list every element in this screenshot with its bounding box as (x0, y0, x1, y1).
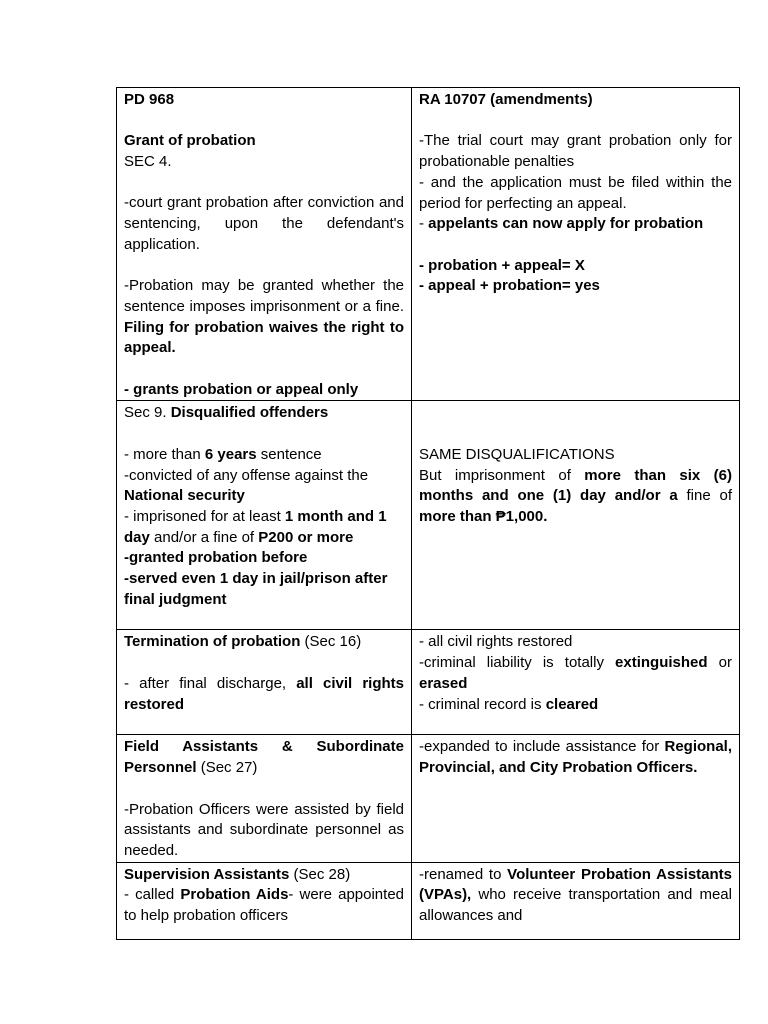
cell-paragraph (419, 865, 732, 927)
cell-paragraph (124, 885, 404, 926)
cell-paragraph (419, 214, 732, 235)
bold-text-run: National security (124, 487, 245, 505)
bold-text-run: appelants can now apply for probation (428, 215, 704, 233)
paragraph-spacer (419, 424, 732, 445)
text-run: - (419, 215, 429, 233)
paragraph-spacer (124, 111, 404, 132)
bold-text-run: more than ₱1,000. (419, 507, 548, 525)
table-row-disqualified-offenders (117, 401, 740, 630)
text-run: -convicted of any offense against the (124, 466, 369, 484)
cell-ra10707-grant (412, 88, 740, 401)
cell-paragraph (419, 131, 732, 172)
cell-pd968-grant (117, 88, 412, 401)
table-row-grant-of-probation (117, 88, 740, 401)
table-row-field-assistants (117, 735, 740, 862)
text-run: SAME DISQUALIFICATIONS (419, 445, 615, 463)
bold-text-run: Supervision Assistants (124, 865, 290, 883)
text-run: - and the application must be filed within the period for perfecting an appeal. (419, 173, 732, 212)
cell-pd968-disqualified (117, 401, 412, 630)
text-run: But imprisonment of (419, 466, 585, 484)
cell-ra10707-supervision (412, 862, 740, 939)
text-run: SEC 4. (124, 153, 172, 171)
bold-text-run: 6 years (204, 445, 257, 463)
text-run: (Sec 16) (300, 633, 362, 651)
bold-text-run: Disqualified offenders (170, 404, 329, 422)
text-run: - after final discharge, (124, 674, 297, 692)
bold-text-run: Field Assistants & Subordinate Personnel (124, 738, 404, 777)
text-run: - more than (124, 445, 205, 463)
cell-paragraph (124, 865, 404, 886)
comparison-table-body (117, 88, 740, 940)
paragraph-spacer (419, 111, 732, 132)
cell-paragraph (124, 548, 404, 569)
text-run: (Sec 27) (196, 759, 258, 777)
text-run: -The trial court may grant probation only for probationable penalties (419, 132, 732, 171)
paragraph-spacer (419, 403, 732, 424)
paragraph-spacer (124, 256, 404, 277)
text-run: and/or a fine of (149, 528, 259, 546)
bold-text-run: 1 month and 1 day (124, 507, 387, 546)
cell-paragraph (124, 800, 404, 862)
cell-paragraph (419, 256, 732, 277)
bold-text-run: - probation + appeal= X (419, 256, 585, 274)
bold-text-run: P200 or more (258, 528, 354, 546)
bold-text-run: PD 968 (124, 91, 175, 108)
text-run: -court grant probation after conviction and sentencing, upon the defendant's application. (124, 194, 404, 253)
paragraph-spacer (124, 653, 404, 674)
cell-ra10707-field-assistants (412, 735, 740, 862)
text-run: - called (124, 886, 181, 904)
text-run: (Sec 28) (289, 865, 351, 883)
cell-paragraph (419, 90, 732, 111)
table-row-termination (117, 630, 740, 735)
cell-paragraph (419, 632, 732, 653)
cell-paragraph (124, 632, 404, 653)
cell-paragraph (124, 507, 404, 548)
text-run: -criminal liability is totally (419, 654, 616, 672)
text-run: -Probation may be granted whether the sentence imposes imprisonment or a fine. (124, 277, 404, 315)
text-run: sentence (256, 445, 322, 463)
bold-text-run: Volunteer Probation Assistants (VPAs), (419, 865, 732, 904)
bold-text-run: extinguished (615, 654, 708, 672)
bold-text-run: - grants probation or appeal only (124, 380, 359, 398)
text-run: Sec 9. (124, 404, 171, 422)
bold-text-run: cleared (545, 695, 599, 713)
bold-text-run: -granted probation before (124, 549, 308, 567)
cell-paragraph (124, 466, 404, 507)
cell-paragraph (124, 569, 404, 610)
paragraph-spacer (124, 359, 404, 380)
text-run: - were appointed to help probation officers (124, 886, 404, 925)
cell-pd968-field-assistants (117, 735, 412, 862)
text-run: -renamed to (419, 865, 508, 883)
cell-paragraph (124, 152, 404, 173)
cell-paragraph (124, 276, 404, 359)
bold-text-run: Grant of probation (124, 132, 256, 150)
cell-paragraph (419, 653, 732, 694)
cell-paragraph (419, 737, 732, 778)
cell-pd968-termination (117, 630, 412, 735)
bold-text-run: Regional, Provincial, and City Probation Officers. (419, 738, 732, 777)
bold-text-run: -served even 1 day in jail/prison after final judgment (124, 570, 388, 608)
comparison-table (116, 87, 740, 940)
cell-pd968-supervision (117, 862, 412, 939)
bold-text-run: all civil rights restored (124, 674, 404, 713)
bold-text-run: - appeal + probation= yes (419, 277, 600, 295)
cell-ra10707-disqualified (412, 401, 740, 630)
cell-paragraph (124, 403, 404, 424)
bold-text-run: Filing for probation waives the right to appeal. (124, 318, 404, 357)
text-run: -Probation Officers were assisted by field assistants and subordinate personnel as needed. (124, 800, 404, 859)
text-run: who receive transportation and meal allowances and (419, 886, 732, 925)
cell-paragraph (124, 674, 404, 715)
paragraph-spacer (124, 424, 404, 445)
paragraph-spacer (419, 235, 732, 256)
text-run: - criminal record is (419, 695, 546, 713)
paragraph-spacer (124, 779, 404, 800)
text-run: fine of (677, 487, 733, 505)
cell-paragraph (124, 131, 404, 152)
cell-paragraph (419, 466, 732, 528)
bold-text-run: RA 10707 (amendments) (419, 91, 593, 108)
cell-paragraph (124, 193, 404, 255)
text-run: -expanded to include assistance for (419, 738, 665, 756)
text-run: or (707, 654, 732, 672)
cell-paragraph (419, 445, 732, 466)
cell-paragraph (419, 276, 732, 297)
cell-paragraph (124, 737, 404, 778)
cell-paragraph (124, 90, 404, 111)
text-run: - imprisoned for at least (124, 507, 285, 525)
bold-text-run: Termination of probation (124, 633, 301, 651)
bold-text-run: more than six (6) months and one (1) day and/or a (419, 466, 732, 505)
cell-ra10707-termination (412, 630, 740, 735)
bold-text-run: Probation Aids (180, 886, 289, 904)
paragraph-spacer (124, 173, 404, 194)
cell-paragraph (124, 380, 404, 401)
cell-paragraph (419, 173, 732, 214)
cell-paragraph (419, 695, 732, 716)
bold-text-run: erased (419, 674, 468, 692)
text-run: - all civil rights restored (419, 633, 573, 651)
table-row-supervision-assistants (117, 862, 740, 939)
cell-paragraph (124, 445, 404, 466)
